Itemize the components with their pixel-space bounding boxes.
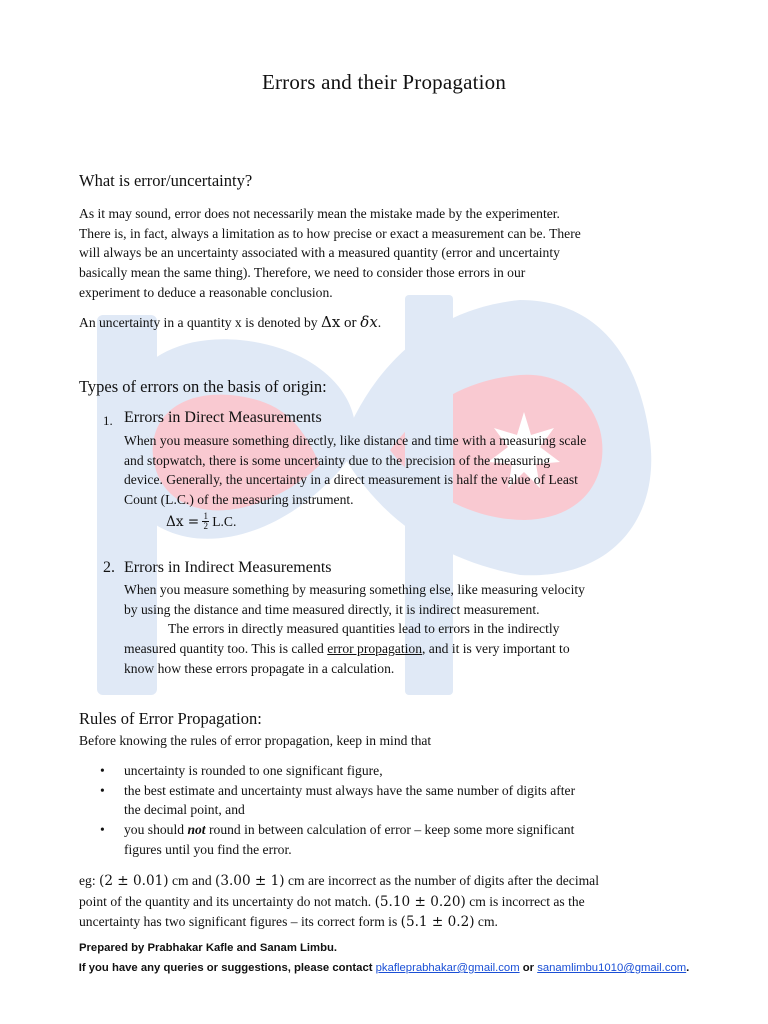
email-link-prabhakar[interactable]: pkafleprabhakar@gmail.com	[375, 962, 520, 974]
indirect-measurements-paragraph	[124, 580, 704, 679]
bullet-icon: •	[100, 763, 105, 778]
para-line-with-term	[124, 639, 704, 659]
prepared-by: Prepared by Prabhakar Kafle and Sanam Limbu.	[79, 942, 338, 954]
contact-or: or	[519, 962, 538, 974]
rules-intro: Before knowing the rules of error propagation, keep in mind that	[79, 733, 432, 748]
notation-prefix: An uncertainty in a quantity x is denoted by	[79, 315, 321, 330]
direct-measurements-paragraph	[124, 431, 704, 510]
para-line: by using the distance and time measured directly, it is indirect measurement.	[124, 601, 540, 617]
example-line-3	[79, 912, 689, 933]
formula-fraction	[202, 512, 209, 531]
section-heading-rules: Rules of Error Propagation:	[79, 709, 262, 728]
example-text: point of the quantity and its uncertainty do not match.	[79, 893, 375, 909]
notation-or: or	[340, 315, 361, 331]
bullet-text: the decimal point, and	[124, 802, 245, 818]
para-line: know how these errors propagate in a calculation.	[124, 660, 395, 676]
notation-small-delta: δx	[360, 313, 378, 331]
line-suffix: , and it is very important to	[422, 641, 570, 657]
para-line: As it may sound, error does not necessarily mean the mistake made by the experimenter.	[79, 206, 560, 221]
bullet-prefix: you should	[124, 822, 188, 838]
intro-paragraph	[79, 204, 689, 303]
list-number-2: 2.	[103, 559, 115, 576]
example-line-2	[79, 892, 689, 913]
line-prefix: measured quantity too. This is called	[124, 641, 328, 657]
subheading-indirect-measurements: Errors in Indirect Measurements	[124, 559, 332, 576]
example-label: eg:	[79, 873, 100, 888]
example-text: uncertainty has two significant figures – its correct form is	[79, 914, 401, 930]
para-line: will always be an uncertainty associated with a measured quantity (error and uncertainty	[79, 245, 560, 261]
bullet-icon: •	[100, 782, 105, 798]
formula-lhs: Δx =	[166, 513, 200, 530]
list-item	[100, 781, 700, 820]
example-line-1	[79, 871, 689, 892]
expr-4: (5.1 ± 0.2)	[400, 914, 475, 931]
expr-3: (5.10 ± 0.20)	[374, 893, 466, 910]
example-text: cm.	[474, 914, 498, 930]
example-text: cm and	[168, 873, 216, 888]
error-propagation-term: error propagation	[327, 641, 422, 657]
para-line: The errors in directly measured quantities lead to errors in the indirectly	[168, 621, 560, 637]
para-line: device. Generally, the uncertainty in a direct measurement is half the value of Least	[124, 472, 578, 488]
para-line: There is, in fact, always a limitation as to how precise or exact a measurement can be. There	[79, 225, 581, 241]
fraction-numerator: 1	[203, 511, 208, 521]
bullet-text: figures until you find the error.	[124, 841, 292, 857]
notation-line	[79, 313, 689, 334]
expr-2: (3.00 ± 1)	[215, 873, 285, 889]
rules-bullet-list	[100, 761, 700, 860]
formula-rhs: L.C.	[212, 513, 237, 529]
section-heading-types-of-errors: Types of errors on the basis of origin:	[79, 377, 327, 396]
bullet-text: the best estimate and uncertainty must always have the same number of digits after	[124, 782, 576, 798]
list-item	[100, 761, 700, 781]
bullet-icon: •	[100, 822, 105, 838]
example-paragraph	[79, 871, 689, 933]
para-line: experiment to deduce a reasonable conclusion.	[79, 284, 333, 300]
para-line: When you measure something by measuring something else, like measuring velocity	[124, 582, 585, 597]
para-line: Count (L.C.) of the measuring instrument.	[124, 492, 354, 508]
contact-line	[0, 962, 768, 974]
para-line: and stopwatch, there is some uncertainty due to the precision of the measuring	[124, 452, 551, 468]
section-heading-what-is-error: What is error/uncertainty?	[79, 171, 253, 190]
example-text: cm are incorrect as the number of digits after the decimal	[284, 873, 599, 888]
notation-end: .	[377, 315, 382, 330]
notation-delta: Δx	[321, 313, 341, 331]
bullet-text: uncertainty is rounded to one significant figure,	[124, 763, 383, 778]
least-count-formula	[166, 512, 236, 531]
list-number-1: 1.	[103, 413, 113, 428]
fraction-denominator: 2	[203, 521, 208, 531]
emphasis-not: not	[187, 822, 206, 838]
list-item	[100, 820, 700, 859]
document-title: Errors and their Propagation	[261, 70, 507, 94]
para-line: basically mean the same thing). Therefore, we need to consider those errors in our	[79, 265, 526, 281]
subheading-direct-measurements: Errors in Direct Measurements	[124, 409, 322, 426]
email-link-sanam[interactable]: sanamlimbu1010@gmail.com	[537, 962, 687, 974]
contact-end: .	[686, 962, 690, 974]
bullet-text	[124, 820, 700, 840]
example-text: cm is incorrect as the	[465, 893, 585, 909]
bullet-suffix: round in between calculation of error – keep some more significant	[205, 822, 575, 838]
para-line: When you measure something directly, like distance and time with a measuring scale	[124, 433, 587, 448]
contact-prefix: If you have any queries or suggestions, please contact	[78, 962, 376, 974]
expr-1: (2 ± 0.01)	[99, 873, 169, 889]
